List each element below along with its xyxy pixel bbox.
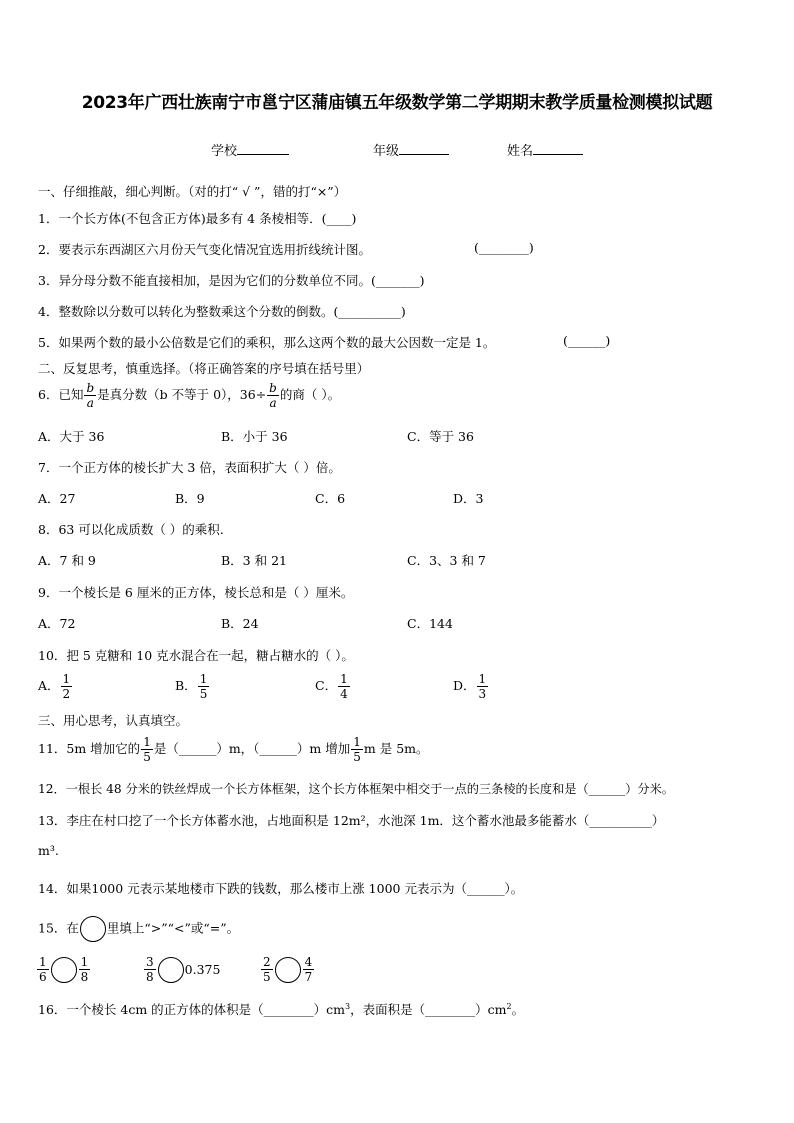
q10-option-a[interactable]: A． $\frac{1}{2}$ (38, 672, 71, 701)
question-11: 11．5m 增加它的 $\frac{1}{5}$ 是（______）m，（______）m 增加 $\frac{1}{5}$ m 是 5m。 (38, 735, 429, 764)
fraction: $\frac{4}{7}$ (304, 955, 313, 984)
name-label: 姓名 (507, 144, 534, 159)
q10-option-d[interactable]: D． $\frac{1}{3}$ (453, 672, 487, 701)
question-14: 14．如果1000 元表示某地楼市下跌的钱数，那么楼市上涨 1000 元表示为（______）。 (38, 881, 524, 896)
question-1: 1．一个长方体(不包含正方体)最多有 4 条棱相等．(____) (38, 211, 357, 226)
school-label: 学校 (211, 144, 238, 159)
comparison-circle-3[interactable] (275, 957, 301, 983)
q6-option-b[interactable]: B．小于 36 (221, 429, 288, 444)
question-2-answer-blank[interactable]: (________) (474, 240, 534, 255)
q10-option-b[interactable]: B． $\frac{1}{5}$ (175, 672, 208, 701)
question-13: 13．李庄在村口挖了一个长方体蓄水池，占地面积是 12m²，水池深 1m．这个蓄水池最多能蓄水（__________） (38, 813, 665, 828)
question-4: 4．整数除以分数可以转化为整数乘这个分数的倒数。(__________) (38, 304, 406, 319)
q7-option-c[interactable]: C．6 (315, 491, 346, 506)
school-blank[interactable] (237, 142, 289, 155)
section-2-heading: 二、反复思考，慎重选择。（将正确答案的序号填在括号里） (38, 361, 370, 376)
q6-option-a[interactable]: A．大于 36 (38, 429, 105, 444)
fraction: $\frac{1}{4}$ (340, 672, 348, 701)
question-12: 12．一根长 48 分米的铁丝焊成一个长方体框架，这个长方体框架中相交于一点的三条棱的长度和是（______）分米。 (38, 782, 674, 796)
q8-option-c[interactable]: C．3、3 和 7 (407, 553, 486, 568)
q7-option-d[interactable]: D．3 (453, 491, 484, 506)
grade-label: 年级 (373, 144, 400, 159)
fraction: $\frac{1}{6}$ (39, 955, 47, 984)
fraction: $\frac{1}{5}$ (353, 735, 361, 764)
grade-blank[interactable] (399, 142, 449, 155)
circle-icon (80, 916, 106, 942)
grade-field (373, 140, 449, 159)
q9-option-a[interactable]: A．72 (38, 616, 76, 631)
section-1-heading: 一、仔细推敲，细心判断。（对的打“ √ ”，错的打“×”） (38, 184, 347, 199)
fraction-b-over-a: $\frac{b}{a}$ (269, 381, 277, 410)
question-5-answer-blank[interactable]: (______) (563, 333, 611, 348)
question-5: 5．如果两个数的最小公倍数是它们的乘积，那么这两个数的最大公因数一定是 1。 (38, 335, 496, 350)
section-3-heading: 三、用心思考，认真填空。 (38, 713, 189, 728)
comparison-3 (260, 955, 315, 984)
fraction: $\frac{1}{5}$ (143, 735, 151, 764)
question-10: 10．把 5 克糖和 10 克水混合在一起，糖占糖水的（ ）。 (38, 648, 354, 663)
fraction-b-over-a: $\frac{b}{a}$ (86, 381, 95, 410)
q9-option-c[interactable]: C．144 (407, 616, 453, 631)
question-15: 15．在 里填上“>”“<”或“=”。 (38, 916, 239, 942)
name-blank[interactable] (533, 142, 583, 155)
q9-option-b[interactable]: B．24 (221, 616, 259, 631)
question-2: 2．要表示东西湖区六月份天气变化情况宜选用折线统计图。 (38, 242, 371, 257)
q8-option-b[interactable]: B．3 和 21 (221, 553, 287, 568)
q10-option-c[interactable]: C． $\frac{1}{4}$ (315, 672, 348, 701)
fraction: $\frac{1}{3}$ (478, 672, 487, 701)
q6-option-c[interactable]: C．等于 36 (407, 429, 474, 444)
question-8: 8．63 可以化成质数（ ）的乘积. (38, 522, 224, 537)
name-field (507, 140, 583, 159)
fraction: $\frac{3}{8}$ (146, 955, 154, 984)
question-16: 16．一个棱长 4cm 的正方体的体积是$(\_\_\_\_\_\_\_\_)cm^3$，表面积是$(\_\_\_\_\_\_\_\_)cm^2$。 (38, 1001, 525, 1017)
comparison-2: $\frac{3}{8}$ 0.375 (146, 955, 221, 984)
fraction: $\frac{1}{8}$ (80, 955, 89, 984)
fraction: $\frac{1}{2}$ (62, 672, 71, 701)
q7-option-b[interactable]: B．9 (175, 491, 205, 506)
page-title: 2023年广西壮族南宁市邕宁区蒲庙镇五年级数学第二学期期末教学质量检测模拟试题 (81, 93, 713, 113)
question-7: 7．一个正方体的棱长扩大 3 倍，表面积扩大（ ）倍。 (38, 460, 341, 475)
question-9: 9．一个棱长是 6 厘米的正方体，棱长总和是（ ）厘米。 (38, 585, 354, 600)
comparison-circle-1[interactable] (51, 957, 77, 983)
school-field (211, 140, 289, 159)
question-6: 6．已知 $\frac{b}{a}$ 是真分数（b 不等于 0），36÷ $\frac{b}{a}$ 的商（ ）。 (38, 381, 341, 410)
question-3: 3．异分母分数不能直接相加，是因为它们的分数单位不同。(_______) (38, 273, 425, 288)
fraction: $\frac{1}{5}$ (199, 672, 208, 701)
question-13-unit: m³. (38, 843, 59, 858)
comparison-circle-2[interactable] (158, 957, 184, 983)
q7-option-a[interactable]: A．27 (38, 491, 76, 506)
q8-option-a[interactable]: A．7 和 9 (38, 553, 96, 568)
comparison-1 (36, 955, 91, 984)
fraction: $\frac{2}{5}$ (263, 955, 271, 984)
